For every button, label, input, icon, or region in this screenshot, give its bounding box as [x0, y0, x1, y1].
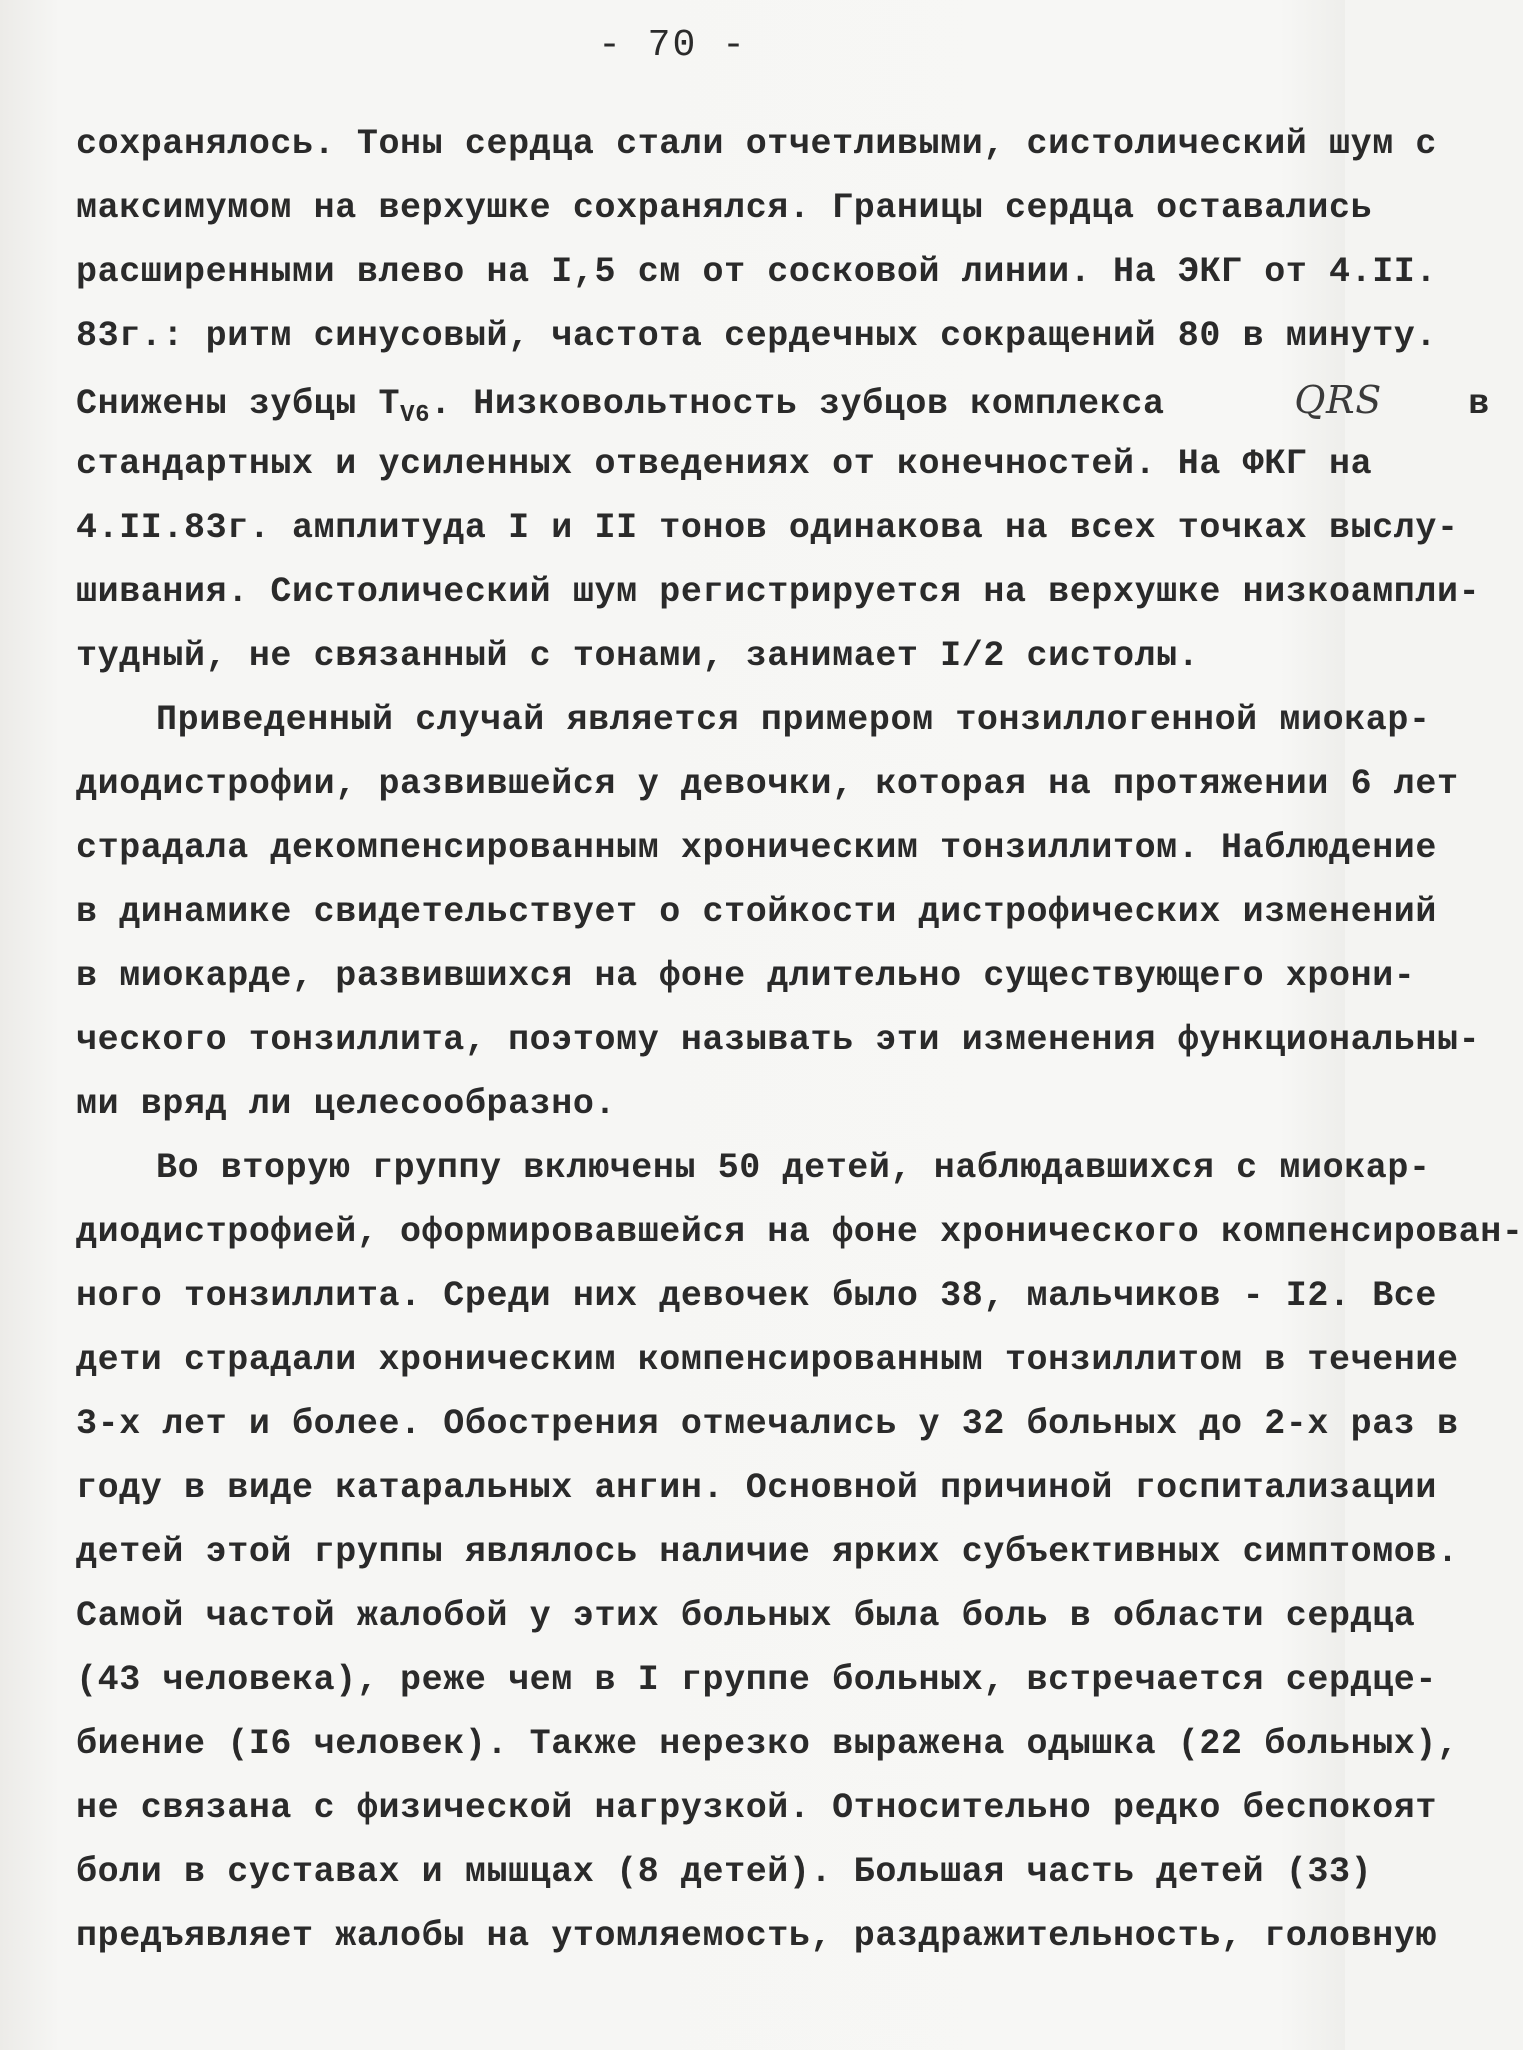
text-line: максимумом на верхушке сохранялся. Границы сердца оставались — [76, 188, 1373, 228]
text-line: Во вторую группу включены 50 детей, наблюдавшихся с миокар- — [156, 1148, 1431, 1188]
text-line: 3-х лет и более. Обострения отмечались у 32 больных до 2-х раз в — [76, 1404, 1459, 1444]
text-line: 83г.: ритм синусовый, частота сердечных сокращений 80 в минуту. — [76, 316, 1438, 356]
handwritten-qrs: QRS — [1294, 378, 1382, 422]
text-line: шивания. Систолический шум регистрируется на верхушке низкоампли- — [76, 572, 1481, 612]
text-line: (43 человека), реже чем в I группе больных, встречается сердце- — [76, 1660, 1438, 1700]
text-line: боли в суставах и мышцах (8 детей). Большая часть детей (33) — [76, 1852, 1373, 1892]
text-line: дети страдали хроническим компенсированным тонзиллитом в течение — [76, 1340, 1459, 1380]
text-line: Самой частой жалобой у этих больных была боль в области сердца — [76, 1596, 1416, 1636]
text-line: Приведенный случай является примером тонзиллогенной миокар- — [156, 700, 1431, 740]
text-line: диодистрофией, оформировавшейся на фоне хронического компенсирован- — [76, 1212, 1523, 1252]
text-line: ного тонзиллита. Среди них девочек было 38, мальчиков - I2. Все — [76, 1276, 1438, 1316]
text-line: расширенными влево на I,5 см от сосковой линии. На ЭКГ от 4.II. — [76, 252, 1438, 292]
text-fragment: в — [1468, 384, 1490, 424]
text-line: году в виде катаральных ангин. Основной причиной госпитализации — [76, 1468, 1438, 1508]
text-line: тудный, не связанный с тонами, занимает I/2 систолы. — [76, 636, 1200, 676]
text-line: детей этой группы являлось наличие ярких субъективных симптомов. — [76, 1532, 1459, 1572]
text-line: в динамике свидетельствует о стойкости дистрофических изменений — [76, 892, 1438, 932]
text-fragment: Снижены зубцы T — [76, 384, 401, 424]
body-text — [76, 112, 1523, 1968]
page-number: - 70 - — [598, 24, 747, 67]
text-line: предъявляет жалобы на утомляемость, раздражительность, головную — [76, 1916, 1438, 1956]
text-line: ческого тонзиллита, поэтому называть эти изменения функциональны- — [76, 1020, 1481, 1060]
text-line: не связана с физической нагрузкой. Относительно редко беспокоят — [76, 1788, 1438, 1828]
text-line: ми вряд ли целесообразно. — [76, 1084, 617, 1124]
text-line: в миокарде, развившихся на фоне длительно существующего хрони- — [76, 956, 1416, 996]
subscript: V6 — [400, 402, 431, 429]
text-line: страдала декомпенсированным хроническим тонзиллитом. Наблюдение — [76, 828, 1438, 868]
text-line: стандартных и усиленных отведениях от конечностей. На ФКГ на — [76, 444, 1373, 484]
text-line: сохранялось. Тоны сердца стали отчетливыми, систолический шум с — [76, 124, 1438, 164]
text-line: 4.II.83г. амплитуда I и II тонов одинакова на всех точках выслу- — [76, 508, 1459, 548]
text-fragment: . Низковольтность зубцов комплекса — [430, 384, 1165, 424]
text-line: биение (I6 человек). Также нерезко выражена одышка (22 больных), — [76, 1724, 1459, 1764]
text-line-with-handwriting — [76, 368, 1490, 432]
text-line: диодистрофии, развившейся у девочки, которая на протяжении 6 лет — [76, 764, 1459, 804]
